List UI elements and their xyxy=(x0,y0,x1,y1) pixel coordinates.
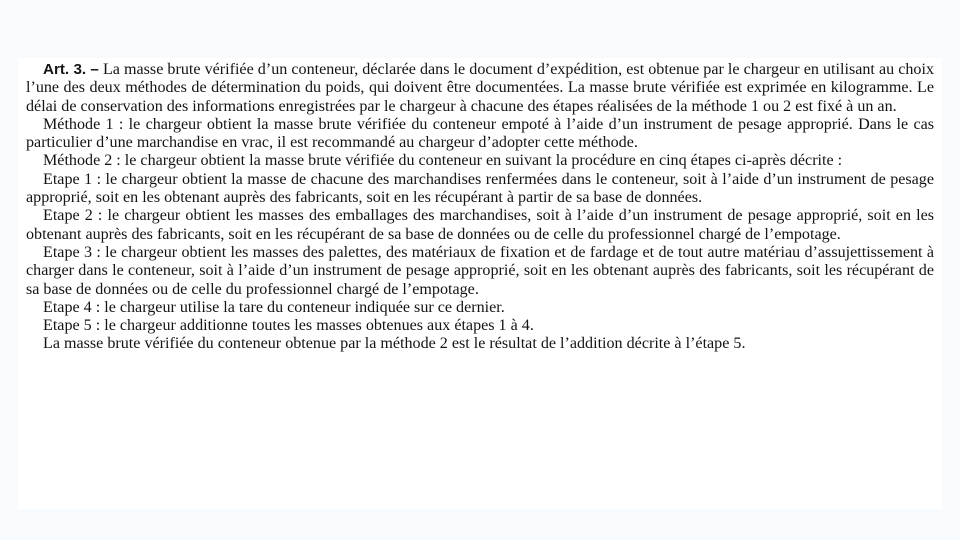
step-4-paragraph: Etape 4 : le chargeur utilise la tare du conteneur indiquée sur ce dernier. xyxy=(43,298,505,316)
step-2-paragraph: Etape 2 : le chargeur obtient les masses des emballages des marchandises, soit à l’aide d’un instrument de pesage approprié, soit en les obtenant auprès des fabricants, soit en les récupérant de sa base de données ou de celle du professionnel chargé de l’empotage. xyxy=(26,207,934,243)
article-label: Art. 3. – xyxy=(43,61,99,78)
step-1-paragraph: Etape 1 : le chargeur obtient la masse de chacune des marchandises renfermées dans le conteneur, soit à l’aide d’un instrument de pesage approprié, soit en les obtenant auprès des fabricants, soit en les récupérant à partir de sa base de données. xyxy=(26,170,934,207)
article-text xyxy=(26,61,934,354)
conclusion-paragraph: La masse brute vérifiée du conteneur obtenue par la méthode 2 est le résultat de l’addition décrite à l’étape 5. xyxy=(43,335,746,353)
method-2-paragraph: Méthode 2 : le chargeur obtient la masse brute vérifiée du conteneur en suivant la procédure en cinq étapes ci-après décrite : xyxy=(43,152,843,170)
step-5-paragraph: Etape 5 : le chargeur additionne toutes les masses obtenues aux étapes 1 à 4. xyxy=(43,317,534,335)
step-3-paragraph: Etape 3 : le chargeur obtient les masses des palettes, des matériaux de fixation et de fardage et de tout autre matériau d’assujettissement à charger dans le conteneur, soit à l’aide d’un instrument de pesage approprié, soit en les obtenant auprès des fabricants, soit les récupérant de sa base de données ou de celle du professionnel chargé de l’empotage. xyxy=(26,243,934,298)
method-1-paragraph: Méthode 1 : le chargeur obtient la masse brute vérifiée du conteneur empoté à l’aide d’un instrument de pesage approprié. Dans le cas particulier d’une marchandise en vrac, il est recommandé au chargeur d’adopter cette méthode. xyxy=(26,115,934,152)
document-page xyxy=(18,58,942,509)
intro-text: La masse brute vérifiée d’un conteneur, déclarée dans le document d’expédition, est obtenue par le chargeur en utilisant au choix l’une des deux méthodes de détermination du poids, qui doivent être documentées. La masse brute vérifiée est exprimée en kilogramme. Le délai de conservation des informations enregistrées par le chargeur à chacune des étapes réalisées de la méthode 1 ou 2 est fixé à un an. xyxy=(26,61,934,115)
article-intro-paragraph xyxy=(26,61,934,116)
